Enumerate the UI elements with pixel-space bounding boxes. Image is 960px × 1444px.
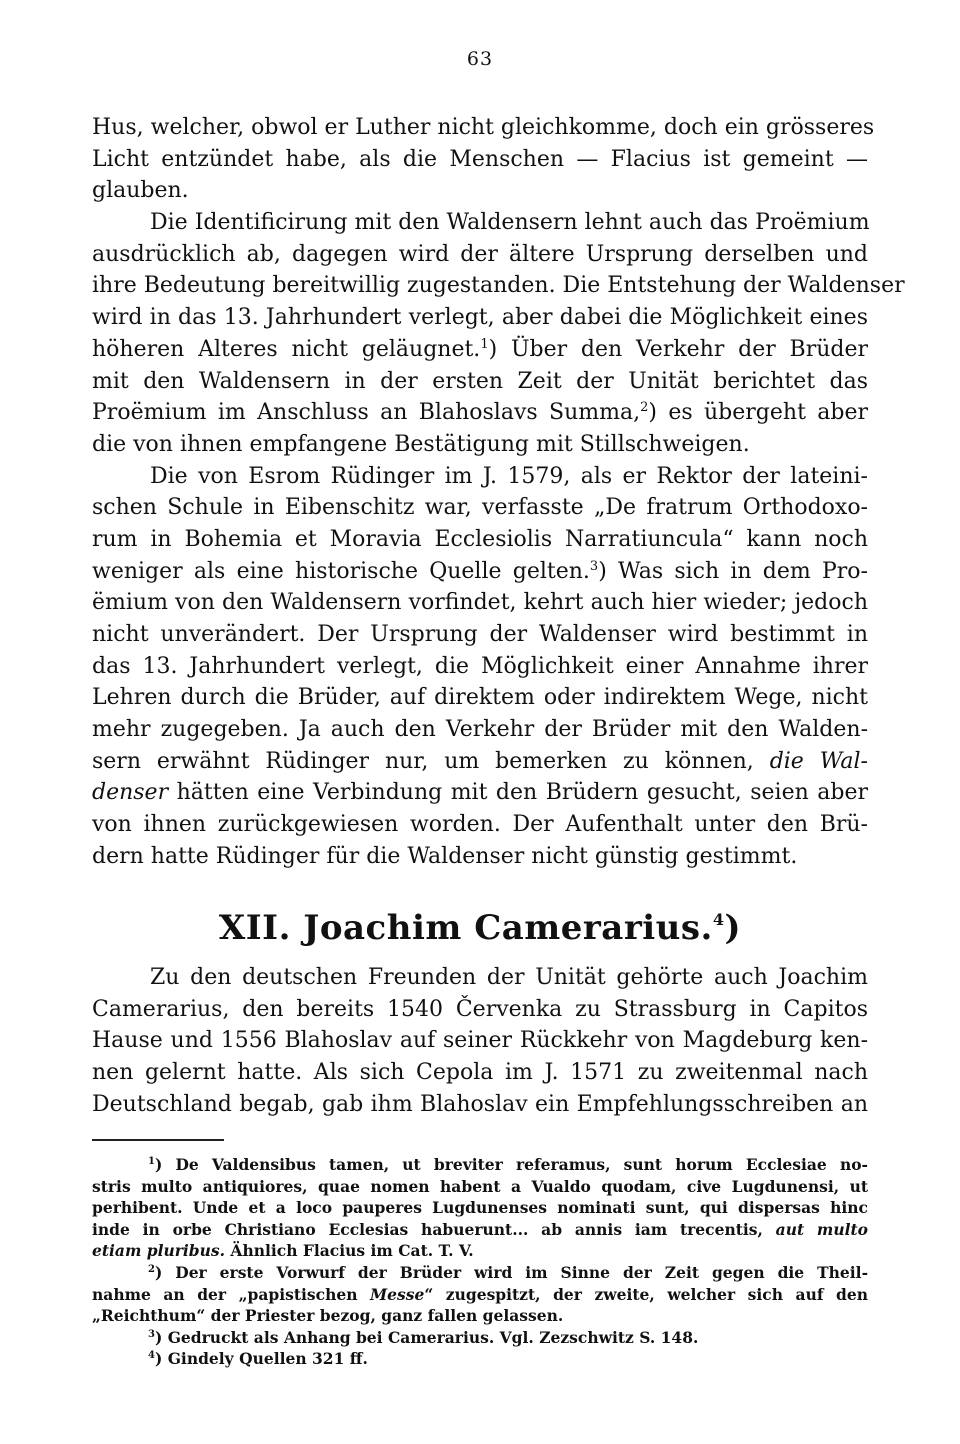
footnote-line [92, 1176, 868, 1198]
text-segment: „Reichthum“ der Priester bezog, ganz fallen gelassen. [92, 1306, 564, 1326]
text-segment: ) es übergeht aber [648, 400, 869, 426]
footnote-ref: 2 [148, 1263, 155, 1275]
text-segment: Die von Esrom Rüdinger im J. 1579, als er Rektor der lateini- [150, 463, 868, 489]
text-segment: nen gelernt hatte. Als sich Cepola im J. 1571 zu zweitenmal nach [92, 1060, 868, 1086]
text-segment: ) Über den Verkehr der Brüder [488, 336, 869, 362]
text-segment: inde in orbe Christiano Ecclesias habuerunt... ab annis iam trecentis, [92, 1219, 776, 1239]
text-line [92, 207, 868, 239]
text-segment: weniger als eine historische Quelle gelten. [92, 558, 590, 584]
text-segment: ) Gedruckt als Anhang bei Camerarius. Vgl. Zezschwitz S. 148. [154, 1327, 699, 1347]
footnote-ref: 4 [712, 910, 725, 929]
text-line [92, 841, 868, 873]
footnote-ref: 2 [640, 400, 649, 416]
footnote-ref: 3 [589, 558, 599, 574]
text-line [92, 334, 868, 366]
text-segment: Licht entzündet habe, als die Menschen — Flacius ist gemeint — [92, 146, 868, 172]
text-segment: denser [92, 780, 169, 806]
footnote-line [92, 1262, 868, 1284]
text-line [92, 144, 868, 176]
footnote-line [92, 1348, 868, 1370]
text-segment: Lehren durch die Brüder, auf direktem oder indirektem Wege, nicht [92, 685, 868, 711]
text-line [92, 366, 868, 398]
text-line [92, 994, 868, 1026]
text-line [92, 1025, 868, 1057]
text-segment: Camerarius, den bereits 1540 Červenka zu Strassburg in Capitos [92, 996, 868, 1022]
text-segment: Deutschland begab, gab ihm Blahoslav ein Empfehlungsschreiben an [92, 1091, 868, 1117]
text-segment: glauben. [92, 178, 189, 204]
footnote-line [92, 1197, 868, 1219]
footnote-separator [92, 1139, 224, 1141]
text-line [92, 429, 868, 461]
text-segment: “ zugespitzt, der zweite, welcher sich auf den [424, 1284, 869, 1304]
text-segment: rum in Bohemia et Moravia Ecclesiolis Narratiuncula“ kann noch [92, 526, 868, 552]
text-segment: von ihnen zurückgewiesen worden. Der Aufenthalt unter den Brü- [92, 812, 868, 838]
text-line [92, 746, 868, 778]
text-segment: ) Was sich in dem Pro- [598, 558, 868, 584]
text-segment: dern hatte Rüdinger für die Waldenser nicht günstig gestimmt. [92, 843, 798, 869]
text-line [92, 556, 868, 588]
text-line [92, 777, 868, 809]
text-line [92, 175, 868, 207]
text-segment: die von ihnen empfangene Bestätigung mit Stillschweigen. [92, 431, 750, 457]
text-segment: stris multo antiquiores, quae nomen habent a Vualdo quodam, cive Lugdunensi, ut [92, 1176, 868, 1196]
section-text [92, 962, 868, 1120]
text-line [92, 682, 868, 714]
footnote-line [92, 1284, 868, 1306]
text-segment: höheren Alteres nicht geläugnet. [92, 336, 481, 362]
text-segment: ihre Bedeutung bereitwillig zugestanden. Die Entstehung der Waldenser [92, 273, 905, 299]
text-line [92, 302, 868, 334]
text-line [92, 619, 868, 651]
text-segment: Hus, welcher, obwol er Luther nicht gleichkomme, doch ein grösseres [92, 115, 875, 140]
text-segment: hätten eine Verbindung mit den Brüdern gesucht, seien aber [168, 780, 868, 806]
text-line [92, 1089, 868, 1121]
text-line [92, 239, 868, 271]
text-segment: ) Gindely Quellen 321 ff. [154, 1349, 368, 1369]
text-segment: Die Identificirung mit den Waldensern lehnt auch das Proëmium [150, 210, 870, 236]
text-segment: sern erwähnt Rüdinger nur, um bemerken zu können, [92, 748, 770, 774]
text-line [92, 714, 868, 746]
text-segment: ausdrücklich ab, dagegen wird der ältere Ursprung derselben und [92, 241, 868, 267]
footnote-line [92, 1240, 868, 1262]
section-heading-close: ) [724, 908, 742, 948]
text-segment: Hause und 1556 Blahoslav auf seiner Rückkehr von Magdeburg ken- [92, 1028, 868, 1054]
text-line [92, 651, 868, 683]
text-segment: etiam pluribus. [92, 1241, 226, 1261]
text-line [92, 461, 868, 493]
body-text [92, 112, 905, 873]
footnote-line [92, 1327, 868, 1349]
text-segment: nahme an der „papistischen [92, 1284, 371, 1304]
text-segment: perhibent. Unde et a loco pauperes Lugdunenses nominati sunt, qui dispersas hinc [92, 1198, 868, 1218]
footnote-ref: 1 [480, 336, 489, 352]
text-line [92, 397, 868, 429]
footnote-ref: 3 [148, 1328, 155, 1340]
text-line [92, 1057, 868, 1089]
text-line [92, 587, 868, 619]
text-line [92, 112, 875, 144]
text-segment: ) Der erste Vorwurf der Brüder wird im Sinne der Zeit gegen die Theil- [154, 1262, 868, 1282]
text-segment: schen Schule in Eibenschitz war, verfasste „De fratrum Orthodoxo- [92, 495, 868, 521]
text-line [92, 492, 868, 524]
text-line [92, 809, 868, 841]
text-segment: aut multo [775, 1219, 868, 1239]
section-heading [0, 908, 960, 948]
text-segment: mit den Waldensern in der ersten Zeit der Unität berichtet das [92, 368, 868, 394]
text-line [92, 270, 905, 302]
page-number: 63 [466, 48, 494, 70]
footnote-line [92, 1305, 868, 1327]
text-segment: ëmium von den Waldensern vorfindet, kehrt auch hier wieder; jedoch [92, 590, 868, 616]
footnote-ref: 4 [148, 1350, 155, 1362]
text-segment: mehr zugegeben. Ja auch den Verkehr der Brüder mit den Walden- [92, 717, 868, 743]
text-segment: ) De Valdensibus tamen, ut breviter referamus, sunt horum Ecclesiae no- [154, 1155, 868, 1174]
footnote-line [92, 1219, 868, 1241]
footnote-ref: 1 [148, 1156, 155, 1167]
text-segment: wird in das 13. Jahrhundert verlegt, aber dabei die Möglichkeit eines [92, 305, 868, 331]
text-segment: Ähnlich Flacius im Cat. T. V. [225, 1241, 474, 1261]
footnote-line [92, 1154, 868, 1176]
section-heading-text: XII. Joachim Camerarius. [218, 908, 713, 948]
text-line [92, 524, 868, 556]
text-segment: nicht unverändert. Der Ursprung der Waldenser wird bestimmt in [92, 622, 868, 647]
text-segment: Proëmium im Anschluss an Blahoslavs Summa, [92, 400, 641, 426]
footnotes [92, 1154, 868, 1370]
text-segment: Messe [370, 1284, 425, 1304]
text-line [92, 962, 868, 994]
text-segment: das 13. Jahrhundert verlegt, die Möglichkeit einer Annahme ihrer [92, 653, 868, 679]
text-segment: Zu den deutschen Freunden der Unität gehörte auch Joachim [150, 965, 868, 990]
text-segment: die Wal- [769, 748, 868, 774]
